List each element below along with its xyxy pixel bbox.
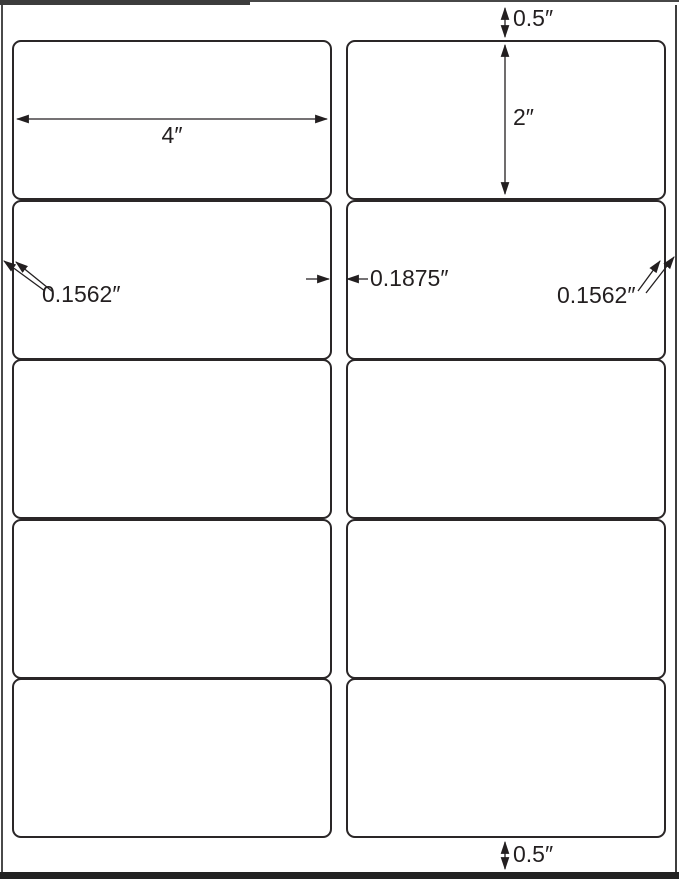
page-right-edge <box>675 5 677 872</box>
page-bottom-edge <box>0 872 679 879</box>
page-left-edge <box>1 5 3 872</box>
label-cell <box>346 678 666 838</box>
label-cell <box>346 359 666 519</box>
label-cell <box>12 359 332 519</box>
label-cell <box>346 519 666 679</box>
right-margin-dimension: 0.1562″ <box>557 282 636 308</box>
label-cell <box>12 678 332 838</box>
top-margin-dimension: 0.5″ <box>513 5 554 31</box>
label-height-dimension: 2″ <box>513 104 534 130</box>
left-margin-dimension: 0.1562″ <box>42 281 121 307</box>
page-top-edge-bar <box>0 0 250 5</box>
label-cell <box>12 519 332 679</box>
label-cell <box>346 40 666 200</box>
label-cell <box>12 40 332 200</box>
column-gap-dimension: 0.1875″ <box>370 265 449 291</box>
label-cell <box>12 200 332 360</box>
bottom-margin-dimension: 0.5″ <box>513 841 554 867</box>
label-width-dimension: 4″ <box>161 122 183 148</box>
